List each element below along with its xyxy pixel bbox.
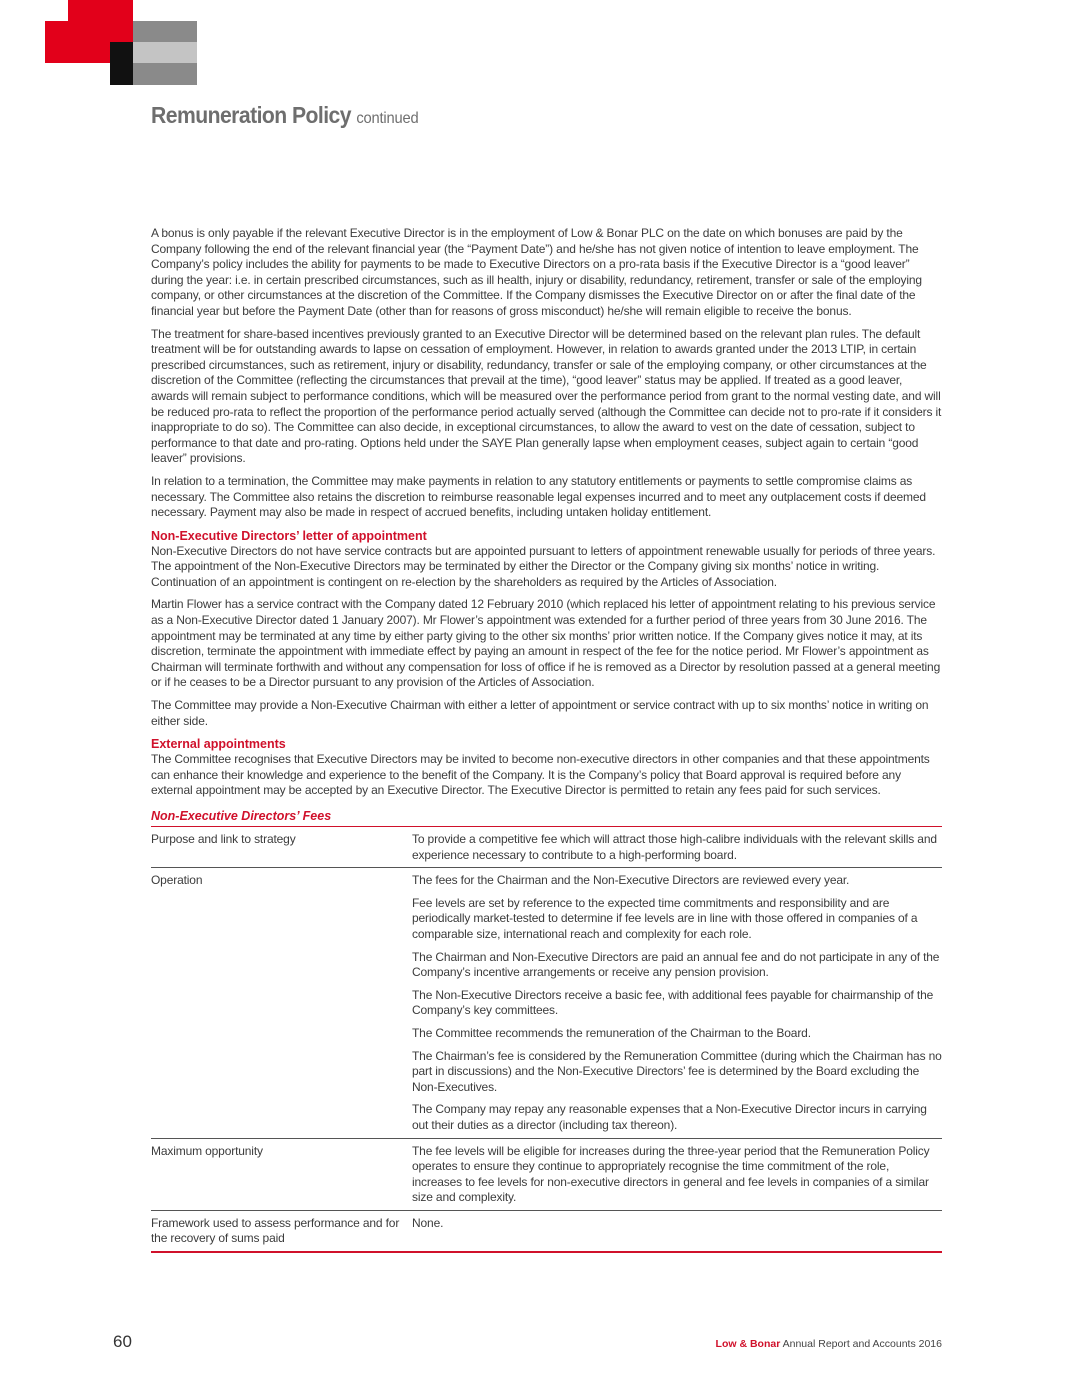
- footer-brand: Low & Bonar: [715, 1338, 781, 1350]
- row-label: Framework used to assess performance and for the recovery of sums paid: [151, 1215, 400, 1246]
- termination-paragraph: In relation to a termination, the Committee may make payments in relation to any statutory entitlements or payments to settle compromise claims as necessary. The Committee also retains the discretion to reimburse reasonable legal expenses incurred and to meet any outplacement costs if deemed necessary. Payment may also be made in respect of accrued benefits, including untaken holiday entitlement.: [151, 473, 926, 520]
- fees-table: [151, 827, 942, 1253]
- row-description: [412, 827, 942, 868]
- row-description: [412, 868, 942, 1138]
- row-paragraph: The Chairman and Non-Executive Directors are paid an annual fee and do not participate in any of the Company’s incentive arrangements or receive any pension provision.: [412, 949, 940, 980]
- row-label: Maximum opportunity: [151, 1143, 263, 1158]
- chairman-contract-paragraph: Martin Flower has a service contract with the Company dated 12 February 2010 (which replaced his letter of appointment relating to his previous service as a Non-Executive Director dated 1 January 2007). Mr Flower’s appointment was extended for a further period of three years from 30 June 2016. The appointment may be terminated at any time by either party giving to the other six months’ prior written notice. If the Company gives notice it may, at its discretion, terminate the appointment with immediate effect by paying an amount in respect of the fee for the notice period. Mr Flower’s appointment as Chairman will terminate forthwith and without any compensation for loss of office if he is removed as a Director by resolution passed at a general meeting or if he ceases to be a Director pursuant to any provision of the Articles of Association.: [151, 597, 941, 690]
- ned-letter-paragraph: Non-Executive Directors do not have service contracts but are appointed pursuant to letters of appointment renewable usually for periods of three years. The appointment of the Non-Executive Directors may be terminated by either the Director or the Company giving six months’ notice in writing. Continuation of an appointment is contingent on re-election by the shareholders as required by the Articles of Association.: [151, 543, 936, 589]
- page-title-suffix: continued: [356, 110, 419, 127]
- page-title-main: Remuneration Policy: [151, 102, 351, 128]
- row-paragraph: The Company may repay any reasonable expenses that a Non-Executive Director incurs in carrying out their duties as a director (including tax thereon).: [412, 1102, 927, 1132]
- external-appointments-heading: External appointments: [151, 737, 286, 752]
- table-row: [151, 868, 942, 1138]
- company-logo-mark: [45, 0, 155, 86]
- row-description: [412, 1210, 942, 1252]
- row-paragraph: None.: [412, 1215, 444, 1230]
- fees-table-title: Non-Executive Directors’ Fees: [151, 808, 942, 827]
- row-paragraph: Fee levels are set by reference to the expected time commitments and responsibility and are periodically market-tested to determine if fee levels are in line with those offered in companies of a comparable size, international reach and complexity for each role.: [412, 895, 918, 941]
- row-label: Operation: [151, 873, 203, 888]
- chairman-notice-paragraph: The Committee may provide a Non-Executive Chairman with either a letter of appointment or service contract with up to six months’ notice in writing on either side.: [151, 698, 929, 728]
- row-description: [412, 1138, 942, 1210]
- main-content: [151, 226, 942, 1253]
- row-label: Purpose and link to strategy: [151, 832, 296, 846]
- row-paragraph: To provide a competitive fee which will attract those high-calibre individuals with the relevant skills and experience necessary to contribute to a high-performing board.: [412, 832, 937, 862]
- table-row: [151, 1138, 942, 1210]
- table-row: [151, 827, 942, 868]
- footer: [716, 1338, 942, 1350]
- row-paragraph: The fees for the Chairman and the Non-Executive Directors are reviewed every year.: [412, 873, 850, 888]
- share-incentives-paragraph: The treatment for share-based incentives previously granted to an Executive Director will be determined based on the relevant plan rules. The default treatment will be for outstanding awards to lapse on cessation of employment. However, in relation to awards granted under the 2013 LTIP, in certain prescribed circumstances, such as retirement, injury or disability, redundancy, transfer or sale of the employing company, or other circumstances at the discretion of the Committee (reflecting the circumstances that prevail at the time), “good leaver” status may be applied. If treated as a good leaver, awards will remain subject to performance conditions, which will be measured over the performance period from grant to the normal vesting date, and will be reduced pro-rata to reflect the proportion of the performance period actually served (although the Committee can decide not to pro-rate if it considers it inappropriate to do so). The Committee can also decide, in exceptional circumstances, to allow the award to vest on the date of cessation, subject to performance to that date and pro-rating. Options held under the SAYE Plan generally lapse when employment ceases, subject again to certain “good leaver” provisions.: [151, 326, 942, 466]
- row-paragraph: The Chairman’s fee is considered by the Remuneration Committee (during which the Chairman has no part in discussions) and the Non-Executive Directors’ fee is determined by the Board excluding the Non-Executives.: [412, 1048, 942, 1094]
- row-paragraph: The Non-Executive Directors receive a basic fee, with additional fees payable for chairmanship of the Company’s key committees.: [412, 987, 934, 1018]
- ned-letter-heading: Non-Executive Directors’ letter of appointment: [151, 528, 427, 543]
- row-paragraph: The Committee recommends the remuneration of the Chairman to the Board.: [412, 1025, 811, 1040]
- page-title: [151, 102, 419, 129]
- bonus-paragraph: A bonus is only payable if the relevant Executive Director is in the employment of Low & Bonar PLC on the date on which bonuses are paid by the Company following the end of the relevant financial year (the “Payment Date”) and he/she has not given notice of intention to leave employment. The Company’s policy includes the ability for payments to be made to Executive Directors on a pro-rata basis if the Executive Director is a “good leaver” during the year: i.e. in certain prescribed circumstances, such as ill health, injury or disability, redundancy, retirement, transfer or sale of the employing company, or other circumstances at the discretion of the Committee. If the Company dismisses the Executive Director on or after the final date of the financial year but before the Payment Date (other than for reasons of gross misconduct) he/she will remain eligible to receive the bonus.: [151, 226, 922, 318]
- external-appointments-paragraph: The Committee recognises that Executive Directors may be invited to become non-executive directors in other companies and that these appointments can enhance their knowledge and experience to the benefit of the Company. It is the Company’s policy that Board approval is required before any external appointment may be accepted by an Executive Director. The Executive Director is permitted to retain any fees paid for such services.: [151, 752, 930, 798]
- footer-publication: Annual Report and Accounts 2016: [782, 1338, 942, 1350]
- table-row: [151, 1210, 942, 1252]
- row-paragraph: The fee levels will be eligible for increases during the three-year period that the Remuneration Policy operates to ensure they continue to appropriately recognise the time commitment of the role, increases to fee levels for non-executive directors in general and fee levels in companies of a similar size and complexity.: [412, 1143, 930, 1205]
- page-number: 60: [113, 1332, 132, 1351]
